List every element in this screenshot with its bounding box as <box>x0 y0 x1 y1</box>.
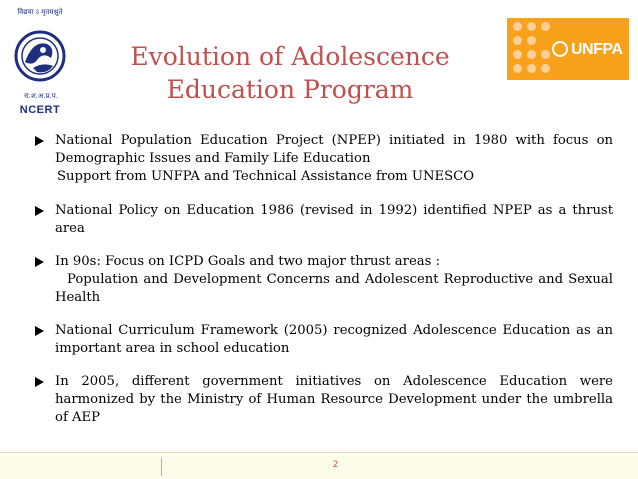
unfpa-wordmark: UNFPA <box>571 41 623 58</box>
unfpa-logo <box>507 18 629 80</box>
bullet-text: National Curriculum Framework (2005) recognized Adolescence Education as an important area in school education <box>55 323 613 356</box>
bullet-item <box>35 322 613 358</box>
bullet-item <box>35 373 613 427</box>
bullet-subtext: Support from UNFPA and Technical Assistance from UNESCO <box>57 169 475 184</box>
bullet-arrow-icon <box>35 206 44 216</box>
bullet-text: In 90s: Focus on ICPD Goals and two major thrust areas : <box>55 254 441 269</box>
ncert-emblem-icon <box>13 22 67 90</box>
bullet-list <box>35 132 613 427</box>
ncert-wordmark: NCERT <box>19 104 61 116</box>
bullet-item <box>35 132 613 186</box>
bullet-text: National Policy on Education 1986 (revised in 1992) identified NPEP as a thrust area <box>55 203 613 236</box>
ncert-hindi-name: रा.श.अ.प्र.प. <box>24 92 58 100</box>
ncert-motto: विद्यया ऽ मृतमश्नुते <box>17 8 63 16</box>
footer-bar <box>0 455 638 479</box>
bullet-arrow-icon <box>35 326 44 336</box>
footer-divider <box>0 452 638 453</box>
ncert-logo <box>10 8 70 118</box>
bullet-text: National Population Education Project (NPEP) initiated in 1980 with focus on Demographic Issues and Family Life Education <box>55 133 613 166</box>
bullet-item <box>35 253 613 307</box>
footer-separator <box>161 458 162 476</box>
bullet-subtext: Population and Development Concerns and Adolescent Reproductive and Sexual Health <box>55 272 613 305</box>
bullet-arrow-icon <box>35 257 44 267</box>
bullet-arrow-icon <box>35 377 44 387</box>
un-emblem-icon <box>552 41 568 57</box>
bullet-arrow-icon <box>35 136 44 146</box>
slide-title: Evolution of Adolescence Education Program <box>130 42 450 104</box>
bullet-item <box>35 202 613 238</box>
page-number: 2 <box>333 459 339 469</box>
bullet-text: In 2005, different government initiatives on Adolescence Education were harmonized by the Ministry of Human Resource Development under the umbrella of AEP <box>55 374 613 425</box>
